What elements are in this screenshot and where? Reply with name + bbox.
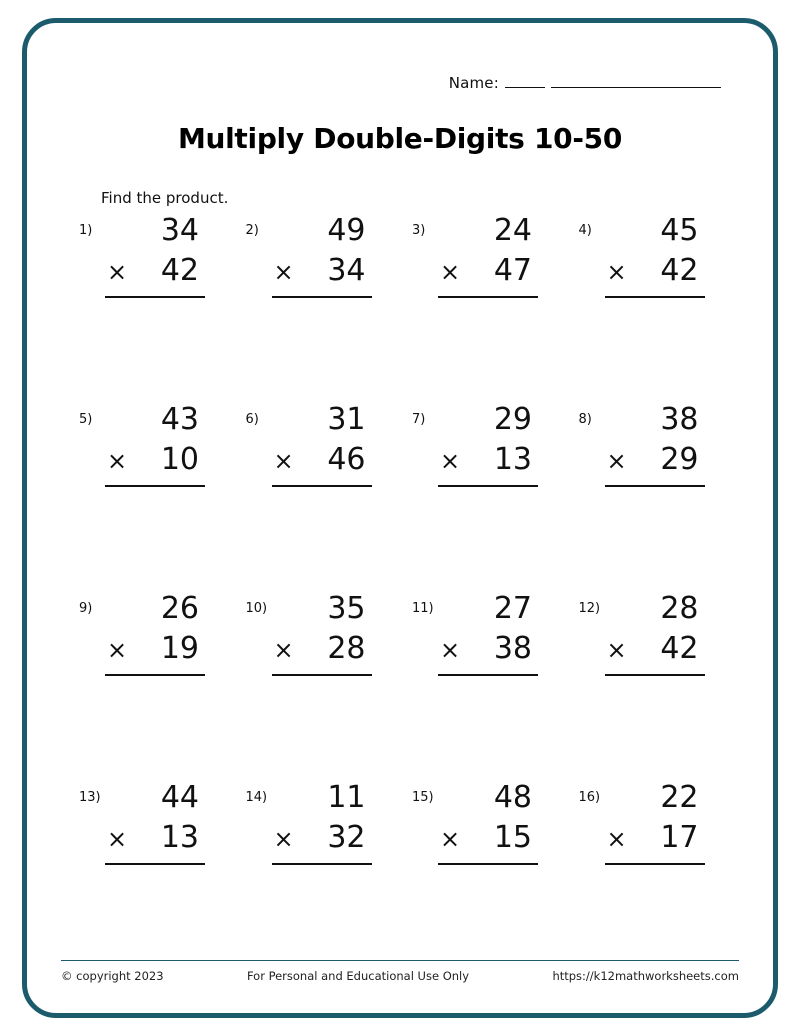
multiplier: 47 <box>493 253 532 288</box>
multiplier: 15 <box>493 820 532 855</box>
multiply-operator-icon: × <box>606 825 627 853</box>
multiplier-row <box>272 251 376 292</box>
multiplier-row <box>105 629 209 670</box>
answer-rule <box>105 296 205 298</box>
problem-stack <box>105 778 209 865</box>
problem-item <box>567 589 734 778</box>
multiplier-row <box>438 440 542 481</box>
multiplicand: 43 <box>160 402 199 437</box>
multiply-operator-icon: × <box>606 258 627 286</box>
multiplicand: 11 <box>327 780 366 815</box>
problem-number: 2) <box>245 223 259 238</box>
multiplier: 46 <box>327 442 366 477</box>
multiply-operator-icon: × <box>107 447 128 475</box>
answer-rule <box>605 863 705 865</box>
answer-rule <box>272 296 372 298</box>
problem-item <box>234 778 401 967</box>
multiplier: 10 <box>160 442 199 477</box>
answer-rule <box>605 485 705 487</box>
problem-stack <box>438 778 542 865</box>
problem-number: 4) <box>578 223 592 238</box>
multiplicand: 29 <box>493 402 532 437</box>
multiplicand: 49 <box>327 213 366 248</box>
problem-number: 6) <box>245 412 259 427</box>
multiply-operator-icon: × <box>273 636 294 664</box>
problem-number: 15) <box>412 790 434 805</box>
answer-rule <box>272 863 372 865</box>
multiplicand: 38 <box>660 402 699 437</box>
problem-number: 8) <box>578 412 592 427</box>
answer-rule <box>605 674 705 676</box>
problem-item <box>67 778 234 967</box>
multiplier-row <box>105 440 209 481</box>
multiply-operator-icon: × <box>273 258 294 286</box>
multiply-operator-icon: × <box>440 258 461 286</box>
multiplicand: 22 <box>660 780 699 815</box>
problem-item <box>567 211 734 400</box>
problem-item <box>234 589 401 778</box>
multiplier-row <box>605 440 709 481</box>
problem-item <box>400 400 567 589</box>
problem-stack <box>605 400 709 487</box>
multiplier: 13 <box>493 442 532 477</box>
multiplier-row <box>605 818 709 859</box>
multiplier: 42 <box>660 631 699 666</box>
multiplier-row <box>105 251 209 292</box>
multiply-operator-icon: × <box>440 447 461 475</box>
multiplier-row <box>605 629 709 670</box>
multiply-operator-icon: × <box>107 636 128 664</box>
problem-number: 14) <box>245 790 268 805</box>
page-footer <box>61 960 739 983</box>
multiply-operator-icon: × <box>273 825 294 853</box>
source-url[interactable]: https://k12mathworksheets.com <box>552 969 739 983</box>
multiplier: 34 <box>327 253 366 288</box>
multiplier: 19 <box>160 631 199 666</box>
multiplier-row <box>105 818 209 859</box>
multiplier: 17 <box>660 820 699 855</box>
problem-number: 1) <box>79 223 93 238</box>
instructions-text: Find the product. <box>101 189 229 207</box>
problem-stack <box>605 778 709 865</box>
multiply-operator-icon: × <box>107 825 128 853</box>
worksheet-page <box>22 18 778 1018</box>
problem-stack <box>605 211 709 298</box>
name-label: Name: <box>448 74 499 92</box>
problem-number: 11) <box>412 601 434 616</box>
problem-number: 7) <box>412 412 426 427</box>
multiplier: 32 <box>327 820 366 855</box>
answer-rule <box>272 674 372 676</box>
answer-rule <box>605 296 705 298</box>
usage-text: For Personal and Educational Use Only <box>246 969 470 983</box>
footer-text-row <box>61 969 739 983</box>
problem-item <box>67 211 234 400</box>
problem-item <box>67 400 234 589</box>
multiplier: 38 <box>493 631 532 666</box>
answer-rule <box>105 674 205 676</box>
problem-number: 10) <box>245 601 268 616</box>
multiplicand: 35 <box>327 591 366 626</box>
answer-rule <box>438 674 538 676</box>
multiply-operator-icon: × <box>273 447 294 475</box>
multiplicand: 45 <box>660 213 699 248</box>
multiplier: 42 <box>160 253 199 288</box>
problem-stack <box>105 400 209 487</box>
answer-rule <box>105 863 205 865</box>
name-blank-short[interactable] <box>505 73 545 88</box>
problem-stack <box>438 400 542 487</box>
problem-number: 16) <box>578 790 601 805</box>
name-field-row <box>67 73 733 92</box>
multiplier-row <box>605 251 709 292</box>
problem-stack <box>105 589 209 676</box>
multiply-operator-icon: × <box>606 636 627 664</box>
multiplier-row <box>438 629 542 670</box>
problem-item <box>234 400 401 589</box>
multiplicand: 34 <box>160 213 199 248</box>
footer-divider <box>61 960 739 961</box>
page-title: Multiply Double-Digits 10-50 <box>177 122 623 155</box>
problem-stack <box>605 589 709 676</box>
multiplier: 13 <box>160 820 199 855</box>
problem-stack <box>438 211 542 298</box>
multiply-operator-icon: × <box>107 258 128 286</box>
copyright-text: © copyright 2023 <box>61 969 164 983</box>
worksheet-content <box>27 23 773 1013</box>
multiplicand: 24 <box>493 213 532 248</box>
multiplicand: 26 <box>160 591 199 626</box>
name-blank-line[interactable] <box>551 73 721 88</box>
problem-stack <box>272 589 376 676</box>
problem-number: 9) <box>79 601 93 616</box>
multiplicand: 48 <box>493 780 532 815</box>
answer-rule <box>438 863 538 865</box>
problem-item <box>567 778 734 967</box>
multiply-operator-icon: × <box>440 636 461 664</box>
problem-stack <box>272 211 376 298</box>
problem-item <box>234 211 401 400</box>
answer-rule <box>272 485 372 487</box>
problem-stack <box>272 778 376 865</box>
problem-item <box>400 589 567 778</box>
problem-number: 5) <box>79 412 93 427</box>
problem-stack <box>272 400 376 487</box>
problem-number: 13) <box>79 790 101 805</box>
multiplicand: 27 <box>493 591 532 626</box>
answer-rule <box>105 485 205 487</box>
multiply-operator-icon: × <box>606 447 627 475</box>
multiplicand: 31 <box>327 402 366 437</box>
multiplier: 42 <box>660 253 699 288</box>
problem-item <box>67 589 234 778</box>
problem-number: 3) <box>412 223 426 238</box>
multiplier-row <box>272 818 376 859</box>
answer-rule <box>438 296 538 298</box>
problem-item <box>400 778 567 967</box>
multiplier: 28 <box>327 631 366 666</box>
answer-rule <box>438 485 538 487</box>
problem-stack <box>105 211 209 298</box>
problems-grid <box>67 211 733 967</box>
multiplier-row <box>272 440 376 481</box>
multiply-operator-icon: × <box>440 825 461 853</box>
multiplicand: 28 <box>660 591 699 626</box>
multiplicand: 44 <box>160 780 199 815</box>
problem-item <box>567 400 734 589</box>
problem-stack <box>438 589 542 676</box>
multiplier: 29 <box>660 442 699 477</box>
problem-item <box>400 211 567 400</box>
multiplier-row <box>438 818 542 859</box>
multiplier-row <box>272 629 376 670</box>
multiplier-row <box>438 251 542 292</box>
problem-number: 12) <box>578 601 601 616</box>
